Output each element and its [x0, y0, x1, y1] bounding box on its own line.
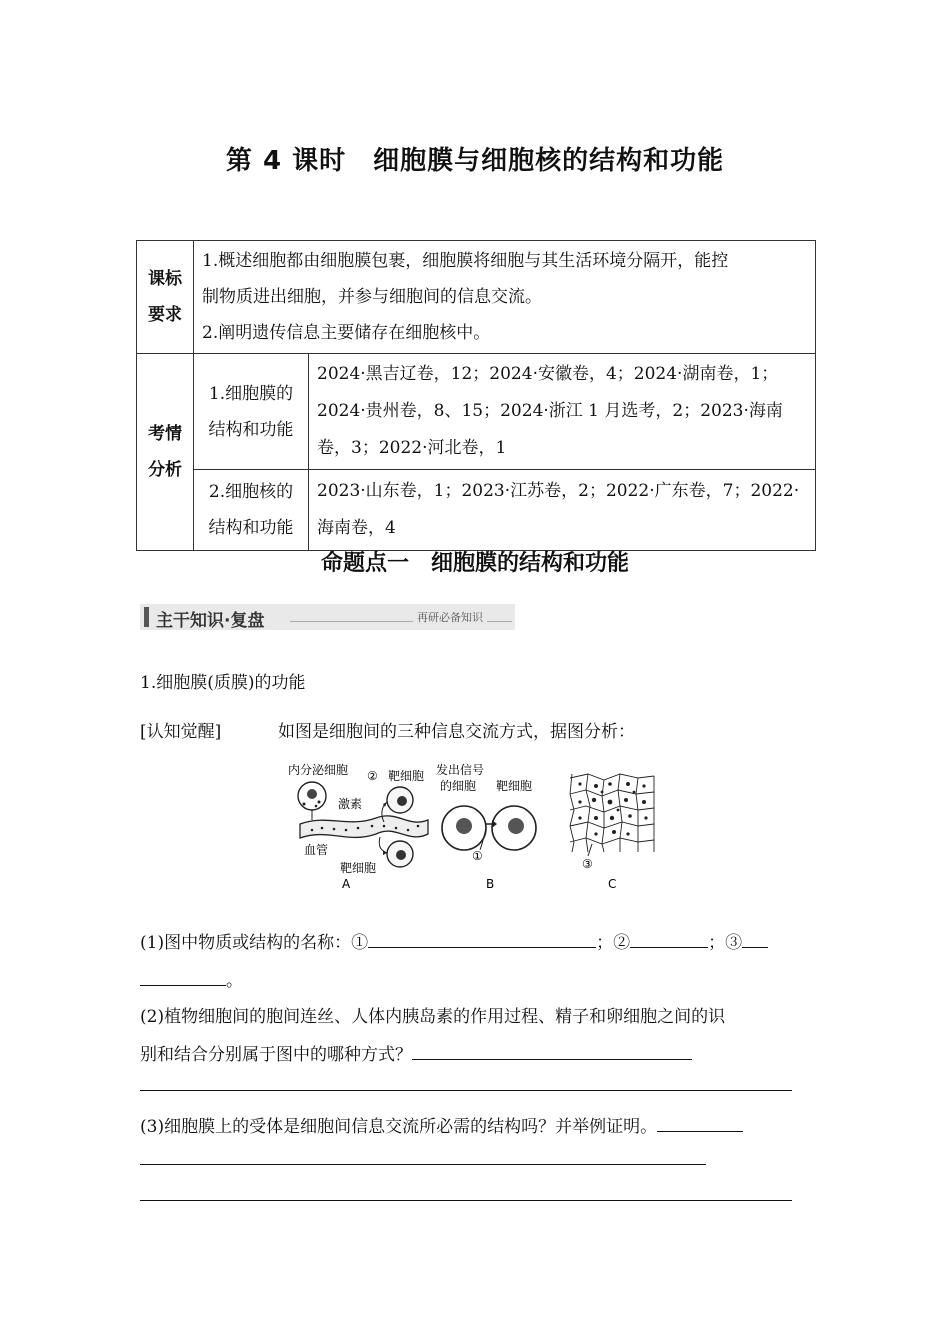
- answer-blank-3b[interactable]: [140, 967, 226, 986]
- question-2: (2)植物细胞间的胞间连丝、人体内胰岛素的作用过程、精子和卵细胞之间的识: [140, 1007, 726, 1027]
- label-target-a2: 靶细胞: [340, 861, 377, 875]
- label-target-b: 靶细胞: [496, 779, 533, 793]
- banner-main: 主干知识·复盘: [156, 611, 265, 631]
- banner-bar: [144, 607, 149, 627]
- question-2-text-b: 别和结合分别属于图中的哪种方式？: [140, 1045, 412, 1065]
- requirements-content: [194, 241, 816, 354]
- label-mark1: ①: [472, 849, 483, 863]
- analysis-topic: 1.细胞膜的 结构和功能: [194, 354, 309, 470]
- panel-b-diagram: [436, 762, 536, 891]
- requirement-line: 2.阐明遗传信息主要储存在细胞核中。: [202, 323, 491, 343]
- analysis-topic: 2.细胞核的 结构和功能: [194, 470, 309, 551]
- signal-figure: [288, 762, 663, 894]
- prompt-tag: [认知觉醒]: [140, 722, 222, 742]
- question-3-text: (3)细胞膜上的受体是细胞间信息交流所必需的结构吗？并举例证明。: [140, 1117, 658, 1137]
- question-1-cont: [140, 966, 243, 991]
- banner-minor: 再研必备知识: [413, 609, 487, 625]
- requirement-line: 制物质进出细胞，并参与细胞间的信息交流。: [202, 287, 542, 307]
- page-title: 第 4 课时 细胞膜与细胞核的结构和功能: [225, 146, 725, 176]
- answer-blank-5[interactable]: [657, 1113, 743, 1132]
- prompt-text: 如图是细胞间的三种信息交流方式，据图分析：: [278, 722, 635, 742]
- answer-line-2[interactable]: [140, 1090, 792, 1091]
- panel-c-label: C: [608, 877, 617, 891]
- question-1: [140, 928, 768, 953]
- endocrine-nucleus: [307, 789, 317, 799]
- label-sender-2: 的细胞: [440, 779, 477, 793]
- panel-a-diagram: [288, 762, 428, 891]
- requirements-table: [136, 240, 816, 551]
- label-target-a1: 靶细胞: [388, 769, 425, 783]
- label-mark3: ③: [582, 857, 593, 871]
- question-1-end: 。: [226, 971, 243, 991]
- analysis-exams: 2023·山东卷，1；2023·江苏卷，2；2022·广东卷，7；2022·海南卷，4: [309, 470, 816, 551]
- answer-blank-3[interactable]: [742, 929, 768, 948]
- point-heading: 1.细胞膜(质膜)的功能: [140, 673, 306, 693]
- sender-nucleus: [456, 818, 472, 834]
- requirement-line: 1.概述细胞都由细胞膜包裹，细胞膜将细胞与其生活环境分隔开，能控: [202, 251, 729, 271]
- answer-blank-1[interactable]: [368, 929, 596, 948]
- panel-a-label: A: [342, 877, 351, 891]
- analysis-header: 考情 分析: [137, 354, 194, 551]
- question-1-text-c: ；③: [708, 933, 743, 953]
- question-3: [140, 1112, 743, 1137]
- answer-blank-2[interactable]: [630, 929, 708, 948]
- label-mark2: ②: [367, 769, 378, 783]
- answer-line-3a[interactable]: [140, 1164, 706, 1165]
- label-vessel: 血管: [304, 843, 329, 857]
- question-2-cont: [140, 1040, 692, 1065]
- section-title: 命题点一 细胞膜的结构和功能: [320, 551, 629, 576]
- target-nucleus: [508, 818, 524, 834]
- label-sender-1: 发出信号: [436, 763, 485, 777]
- panel-c-diagram: [570, 774, 654, 852]
- panel-b-label: B: [486, 877, 495, 891]
- question-1-text: (1)图中物质或结构的名称：①: [140, 933, 369, 953]
- question-1-text-b: ；②: [596, 933, 631, 953]
- section-banner: [140, 604, 515, 630]
- answer-blank-4[interactable]: [412, 1041, 692, 1060]
- answer-line-3b[interactable]: [140, 1200, 792, 1201]
- requirements-header: 课标 要求: [137, 241, 194, 354]
- blood-vessel: [300, 816, 428, 838]
- analysis-exams: 2024·黑吉辽卷，12；2024·安徽卷，4；2024·湖南卷，1；2024·贵州卷，8、15；2024·浙江 1 月选考，2；2023·海南卷，3；2022·河北卷，1: [309, 354, 816, 470]
- label-endocrine: 内分泌细胞: [288, 763, 349, 777]
- label-hormone: 激素: [338, 797, 363, 811]
